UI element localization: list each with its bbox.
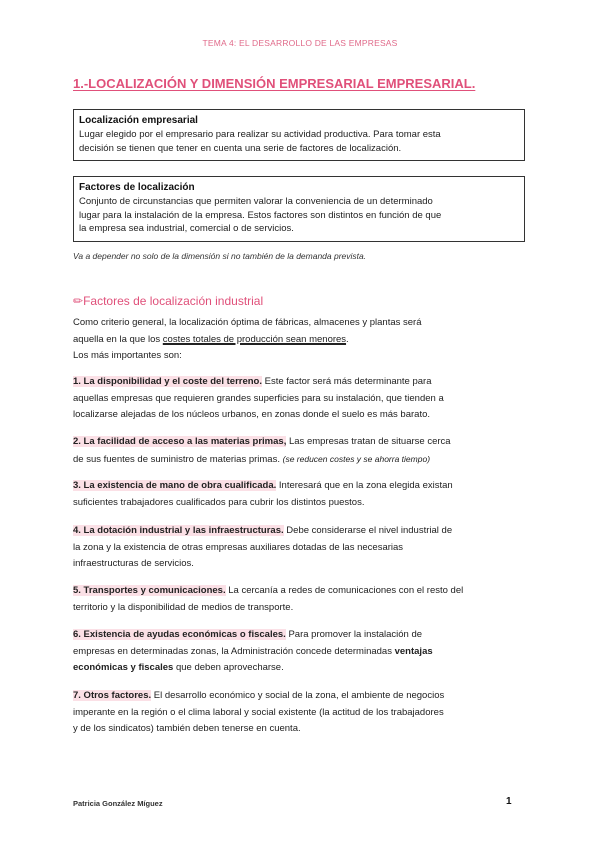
factor-item-6: 6. Existencia de ayudas económicas o fiscales. Para promover la instalación de empresas en determinadas zonas, la Administración concede determinadas ventajas económicas y fiscales que deben aprovecharse. [73,629,433,673]
factor-heading: 4. La dotación industrial y las infraestructuras. [73,525,284,536]
factor-heading: 5. Transportes y comunicaciones. [73,585,226,596]
factor-item-7: 7. Otros factores. El desarrollo económico y social de la zona, el ambiente de negocios imperante en la región o el clima laboral y social existente (la actitud de los trabajadores y de los sindicatos) también deben tenerse en cuenta. [73,690,445,734]
text-line: Como criterio general, la localización óptima de fábricas, almacenes y plantas será [73,317,422,328]
factor-heading: 3. La existencia de mano de obra cualificada. [73,480,277,491]
text-line: Los más importantes son: [73,350,182,361]
box-title: Localización empresarial [79,115,198,126]
factor-item-1: 1. La disponibilidad y el coste del terreno. Este factor será más determinante para aquellas empresas que requieren grandes superficies para su instalación, que tienden a localizarse alejadas de los núcleos urbanos, en zonas donde el suelo es más barato. [73,376,444,420]
box-title: Factores de localización [79,182,195,193]
definition-box-localizacion [73,109,525,161]
factor-item-4: 4. La dotación industrial y las infraestructuras. Debe considerarse el nivel industrial de la zona y la existencia de otras empresas auxiliares dotadas de las necesarias infraestructuras de servicios. [73,525,453,569]
box-text-line: lugar para la instalación de la empresa. Estos factores son distintos en función de que [79,209,442,221]
page-number: 1 [506,796,512,807]
running-header: TEMA 4: EL DESARROLLO DE LAS EMPRESAS [202,38,398,48]
factor-heading: 2. La facilidad de acceso a las materias primas, [73,436,287,447]
note: Va a depender no solo de la dimensión si no también de la demanda prevista. [73,251,367,261]
box-text-line: Lugar elegido por el empresario para realizar su actividad productiva. Para tomar esta [79,129,441,140]
intro-paragraph [73,315,533,365]
box-text-line: decisión se tienen que tener en cuenta una serie de factores de localización. [79,142,402,154]
pencil-icon: ✏ [73,294,84,308]
box-text-line: la empresa sea industrial, comercial o de servicios. [79,223,294,234]
factor-item-2: 2. La facilidad de acceso a las materias primas, Las empresas tratan de situarse cerca de sus fuentes de suministro de materias primas. (se reducen costes y se ahorra tiempo) [73,436,451,465]
box-text [79,128,519,155]
factor-item-3: 3. La existencia de mano de obra cualificada. Interesará que en la zona elegida existan suficientes trabajadores cualificados para cubrir los distintos puestos. [73,480,453,508]
factor-item-5: 5. Transportes y comunicaciones. La cercanía a redes de comunicaciones con el resto del territorio y la disponibilidad de medios de transporte. [73,585,464,613]
text-line: aquella en la que los costes totales de producción sean menores. [73,333,349,345]
main-title: 1.-LOCALIZACIÓN Y DIMENSIÓN EMPRESARIAL EMPRESARIAL. [73,76,476,91]
box-text-line: Conjunto de circunstancias que permiten valorar la conveniencia de un determinado [79,196,433,207]
footer-author: Patricia González Míguez [73,799,163,808]
underlined-text: costes totales de producción sean menores [162,333,347,345]
factor-heading: 7. Otros factores. [73,690,152,701]
factor-heading: 1. La disponibilidad y el coste del terreno. [73,376,262,387]
section-heading-text: Factores de localización industrial [83,294,264,308]
box-text [79,195,519,236]
section-heading [73,294,263,308]
factor-heading: 6. Existencia de ayudas económicas o fiscales. [73,629,286,640]
definition-box-factores [73,176,525,242]
